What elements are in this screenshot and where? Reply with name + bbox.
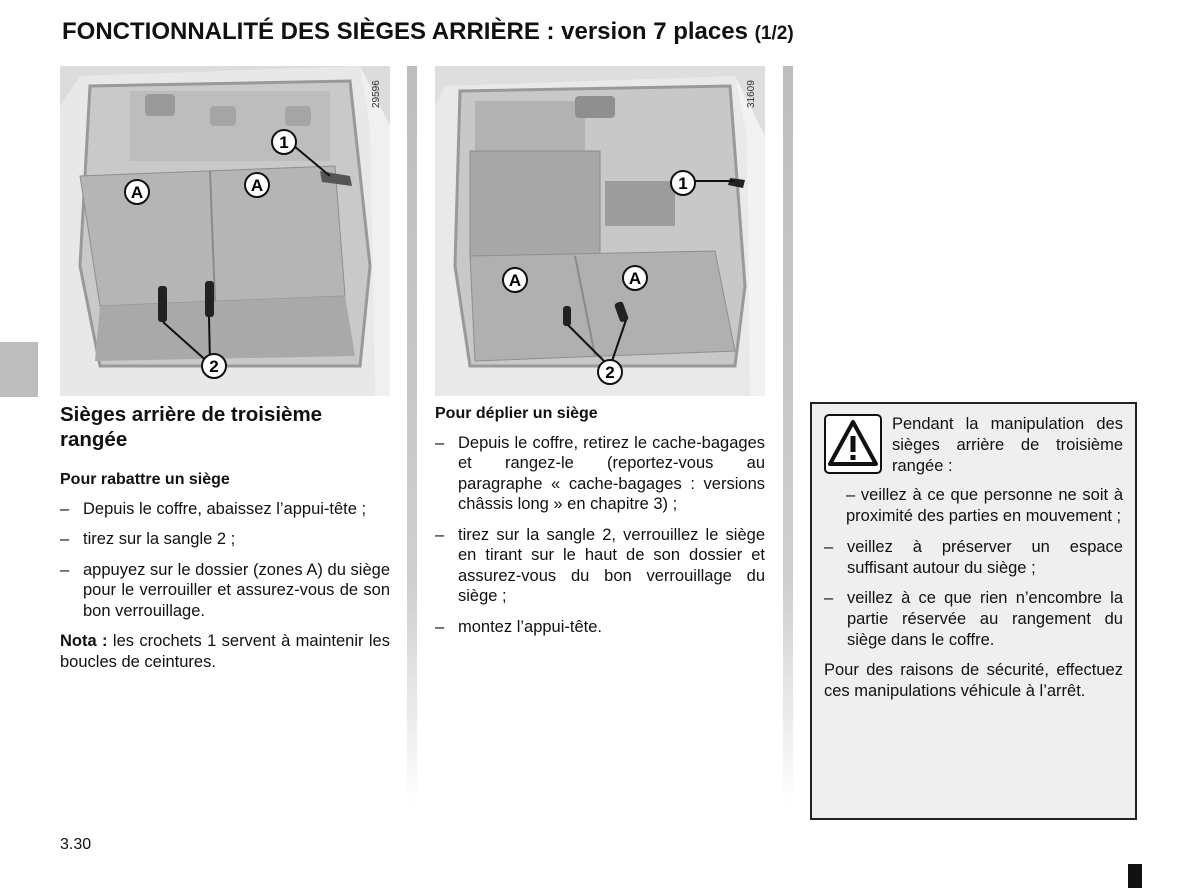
title-main: FONCTIONNALITÉ DES SIÈGES ARRIÈRE : version 7 places [62,18,748,45]
list-item: – veillez à préserver un espace suffisant autour du siège ; [824,537,1123,579]
page-title [62,18,794,46]
trunk-photo-left [60,66,390,396]
page-number: 3.30 [60,836,92,853]
chapter-tab [0,342,38,397]
list-item: – appuyez sur le dossier (zones A) du siège pour le verrouiller et assurez-vous de son bon verrouillage. [60,560,390,622]
page-corner-mark [1128,864,1142,888]
callout-a2-right-text: A [628,269,642,288]
list-item: – tirez sur la sangle 2 ; [60,529,390,550]
trunk-illustration-right [435,66,765,396]
left-column [60,402,390,680]
unfold-subheading: Pour déplier un siège [435,405,598,422]
warning-footer: Pour des raisons de sécurité, effectuez ces manipulations véhicule à l’arrêt. [824,661,1123,700]
callout-a2-left-text: A [250,176,264,195]
title-part: (1/2) [754,23,794,44]
unfold-steps [435,433,765,638]
callout-a1-left-text: A [130,183,144,202]
figure-ref-left: 29596 [371,80,382,108]
callout-2-right-text: 2 [605,363,615,382]
middle-column [435,404,765,647]
list-item: – Depuis le coffre, retirez le cache-bagages et rangez-le (reportez-vous au paragraphe « cache-bagages : versions châssis long » en chapitre 3) ; [435,433,765,515]
list-item: – Depuis le coffre, abaissez l’appui-tête ; [60,499,390,520]
list-item: – montez l’appui-tête. [435,617,765,638]
trunk-illustration-left [60,66,390,396]
fold-subheading: Pour rabattre un siège [60,471,230,488]
warning-first-item: – veillez à ce que personne ne soit à proximité des parties en mouvement ; [846,486,1123,525]
note-label: Nota : [60,632,108,650]
callout-a1-right-text: A [508,271,522,290]
warning-intro: Pendant la manipulation des sièges arrière de troisième rangée : [892,415,1123,475]
list-item: – veillez à ce que rien n’encombre la partie réservée au rangement du siège dans le coffre. [824,588,1123,651]
column-divider-right [783,66,793,806]
figure-ref-right: 31609 [746,80,757,108]
callout-1-right-text: 1 [678,174,688,193]
note [60,631,390,672]
callout-1-left-text: 1 [279,133,289,152]
warning-triangle-icon [824,414,882,474]
callout-2-left-text: 2 [209,357,219,376]
warning-items [824,537,1123,651]
note-text: les crochets 1 servent à maintenir les boucles de ceintures. [60,632,390,671]
column-divider-left [407,66,417,806]
warning-box [810,402,1137,820]
section-heading: Sièges arrière de troisième rangée [60,403,323,451]
list-item: – tirez sur la sangle 2, verrouillez le siège en tirant sur le haut de son dossier et assurez-vous du bon verrouillage du siège ; [435,525,765,607]
trunk-photo-right [435,66,765,396]
fold-steps [60,499,390,622]
